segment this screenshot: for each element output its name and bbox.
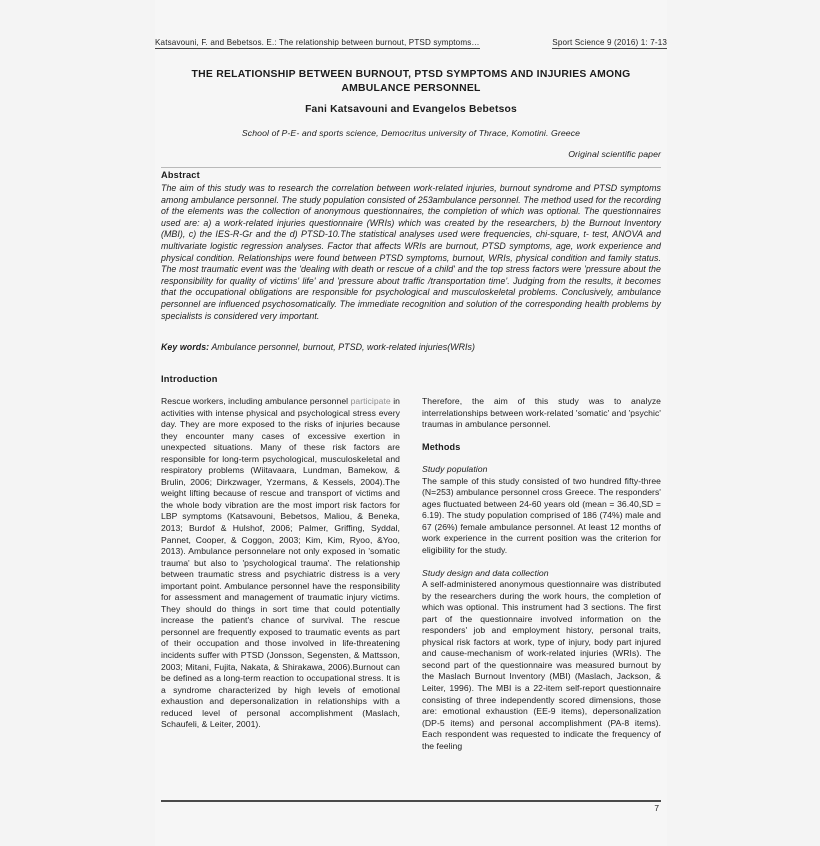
running-head-left: Katsavouni, F. and Bebetsos. E.: The relationship between burnout, PTSD symptoms… xyxy=(155,38,480,47)
left-paragraph-1 xyxy=(161,396,400,731)
paper-title: THE RELATIONSHIP BETWEEN BURNOUT, PTSD SYMPTOMS AND INJURIES AMONG AMBULANCE PERSONNEL xyxy=(191,69,631,94)
running-head xyxy=(155,38,667,49)
page-number: 7 xyxy=(654,803,659,813)
body-column-right xyxy=(422,396,661,796)
left-paragraph-1-pre: Rescue workers, including ambulance personnel xyxy=(161,396,351,406)
section-heading-methods: Methods xyxy=(422,441,461,452)
subsection-heading-study-design: Study design and data collection xyxy=(422,567,549,578)
subsection-heading-study-population: Study population xyxy=(422,464,488,475)
right-paragraph-study-population: The sample of this study consisted of two hundred fifty-three (N=253) ambulance personnel cross Greece. The responders' ages fluctuated between 24-60 years old (mean = 36.40,SD = 6.19). The study population comprised of 186 (74%) male and 67 (26%) female ambulance personnel. At least 12 months of work experience in the current position was the criterion for eligibility for the study. xyxy=(422,475,661,556)
keywords-label: Key words: xyxy=(161,342,210,352)
paper-affiliation: School of P-E- and sports science, Democritus university of Thrace, Komotini. Greece xyxy=(241,128,581,138)
paper-sheet xyxy=(155,0,667,846)
section-heading-introduction: Introduction xyxy=(161,374,218,384)
abstract-divider-rule xyxy=(161,167,661,168)
left-paragraph-1-highlight: participate xyxy=(350,396,391,406)
body-column-left xyxy=(161,396,400,796)
paper-authors: Fani Katsavouni and Evangelos Bebetsos xyxy=(305,104,517,115)
paper-type-label: Original scientific paper xyxy=(568,149,661,159)
abstract-text: The aim of this study was to research the correlation between work-related injuries, burnout syndrome and PTSD symptoms among ambulance personnel. The study population consisted of 253ambulance personnel. The method used for the recording of the elements was the collection of anonymous questionnaires, the completion of which was optional. The questionnaires used are: a) a work-related injuries questionnaire (WRIs) which was created by the researchers, b) the Burnout Inventory (MBI), c) the IES-R-Gr and the d) PTSD-10.The statistical analyses used were frequencies, chi-square, t- test, ANOVA and multivariate logistic regression analyses. Factor that affects WRIs are burnout, PTSD symptoms, age, work experience and physical condition. Relationships were found between PTSD symptoms, burnout, WRIs, physical condition and family status. The most traumatic event was the 'dealing with death or rescue of a child' and the top stress factors were 'pressure about the responsibility for quality of victims' life' and 'pressure about traffic /transportation time'. Judging from the results, it becomes that the occupational obligations are responsible for psychological and musculoskeletal problems. Conclusively, ambulance personnel are influenced psychosomatically. The immediate recognition and solution of the corresponding health problems by specialists is considered very important. xyxy=(161,183,661,321)
keywords-line xyxy=(161,342,661,352)
right-paragraph-study-design: A self-administered anonymous questionnaire was distributed by the researchers during the work hours, the completion of which was optional. This instrument had 3 sections. The first part of the questionnaire involved information on the responders' job and employment history, personal traits, physical risk factors at work, type of injury, body part injured and cause-mechanism of work-related injuries (WRIs). The second part of the questionnaire was measured burnout by the Maslach Burnout Inventory (MBI) (Maslach, Jackson, & Leiter, 1996). The MBI is a 22-item self-report questionnaire consisting of three independently scored dimensions, those are: emotional exhaustion (EE-9 items), depersonalization (DP-5 items) and personal accomplishment (PA-8 items). Each respondent was requested to indicate the frequency of the feeling xyxy=(422,579,661,751)
running-head-right: Sport Science 9 (2016) 1: 7-13 xyxy=(552,38,667,47)
abstract-heading: Abstract xyxy=(161,170,200,180)
right-paragraph-1: Therefore, the aim of this study was to analyze interrelationships between work-related 'somatic' and 'psychic' traumas in ambulance personnel. xyxy=(422,396,661,430)
body-columns xyxy=(161,396,661,796)
left-paragraph-1-post: in activities with intense physical and psychological stress every day. They are more exposed to the risks of injuries because they encounter many cases of excessive exertion in unexpected situations. Many of these risk factors are responsible for long-term psychological, musculoskeletal and respiratory problems (Wiitavaara, Lundman, Bamekow, & Brulin, 2006; Dirkzwager, Yzermans, & Kessels, 2004).The weight lifting because of rescue and transport of victims and the whole body vibration are the most import risk factors for LBP symptoms (Katsavouni, Bebetsos, Maliou, & Beneka, 2013; Burdof & Hulshof, 2006; Palmer, Griffing, Syddal, Pannet, Cooper, & Coggon, 2003; Kim, Kim, Ryoo, &Yoo, 2013). Ambulance personnelare not only exposed in 'somatic trauma' but also to 'psychological trauma'. The relationship between traumatic stress and psychiatric distress is a very important point. Ambulance personnel have the responsibility for assessment and management of traumatic injury victims. They should do things in sort time that could potentially increase the patient's chance of survival. The rescue personnel are frequently exposed to traumatic events as part of their occupation and those involved in life-threatening incidents suffer with PTSD (Jonsson, Segensten, & Mattsson, 2003; Mitani, Fujita, Nakata, & Shirakawa, 2006).Burnout can be defined as a long-term reaction to occupational stress. It is a syndrome characterized by high levels of emotional exhaustion and depersonalization in relationships with a reduced level of personal accomplishment (Maslach, Schaufeli, & Leiter, 2001). xyxy=(161,396,400,730)
keywords-text: Ambulance personnel, burnout, PTSD, work-related injuries(WRIs) xyxy=(209,342,476,352)
footer-divider-rule xyxy=(161,800,661,802)
